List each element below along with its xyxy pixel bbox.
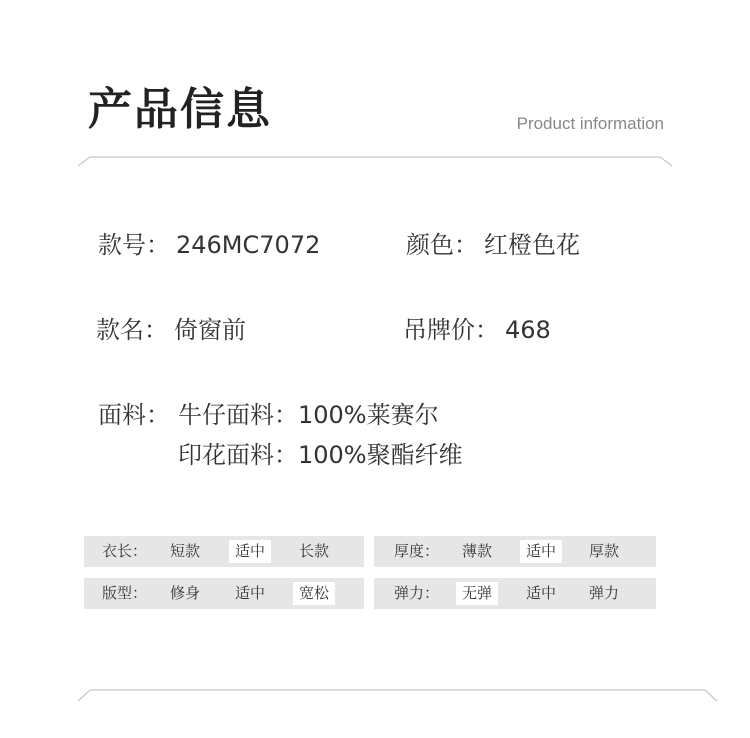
elasticity-label: 弹力： [394,584,440,602]
thickness-label: 厚度： [394,542,440,560]
page-subtitle: Product information [516,114,664,133]
price-label: 吊牌价： [403,316,499,344]
length-label: 衣长： [102,542,148,560]
fabric-label: 面料： [98,401,170,429]
color-label: 颜色： [406,231,478,259]
fabric-line-2: 印花面料：100%聚酯纤维 [178,441,463,469]
style-number-value: 246MC7072 [176,231,321,259]
thickness-option-medium[interactable]: 适中 [520,540,562,563]
length-option-short[interactable]: 短款 [170,542,201,560]
thickness-bar [374,536,656,567]
color-row [406,230,580,260]
style-name-row [96,315,246,345]
length-option-medium[interactable]: 适中 [229,540,271,563]
style-number-row [98,230,320,260]
price-row [403,315,551,345]
fit-bar [84,578,364,609]
elasticity-bar [374,578,656,609]
price-value: 468 [505,316,551,344]
fabric-line-1: 牛仔面料：100%莱赛尔 [178,401,439,429]
top-divider [0,150,750,170]
length-bar [84,536,364,567]
fit-option-medium[interactable]: 适中 [235,584,266,602]
thickness-option-thin[interactable]: 薄款 [462,542,493,560]
color-value: 红橙色花 [484,231,580,259]
elasticity-option-stretch[interactable]: 弹力 [589,584,620,602]
page-title: 产品信息 [88,84,272,135]
thickness-option-thick[interactable]: 厚款 [589,542,620,560]
bottom-divider [0,685,750,705]
elasticity-option-medium[interactable]: 适中 [526,584,557,602]
style-name-label: 款名： [96,316,168,344]
fit-label: 版型： [102,584,148,602]
style-number-label: 款号： [98,231,170,259]
length-option-long[interactable]: 长款 [299,542,330,560]
fit-option-loose[interactable]: 宽松 [293,582,335,605]
elasticity-option-none[interactable]: 无弹 [456,582,498,605]
fit-option-slim[interactable]: 修身 [170,584,201,602]
style-name-value: 倚窗前 [174,316,246,344]
